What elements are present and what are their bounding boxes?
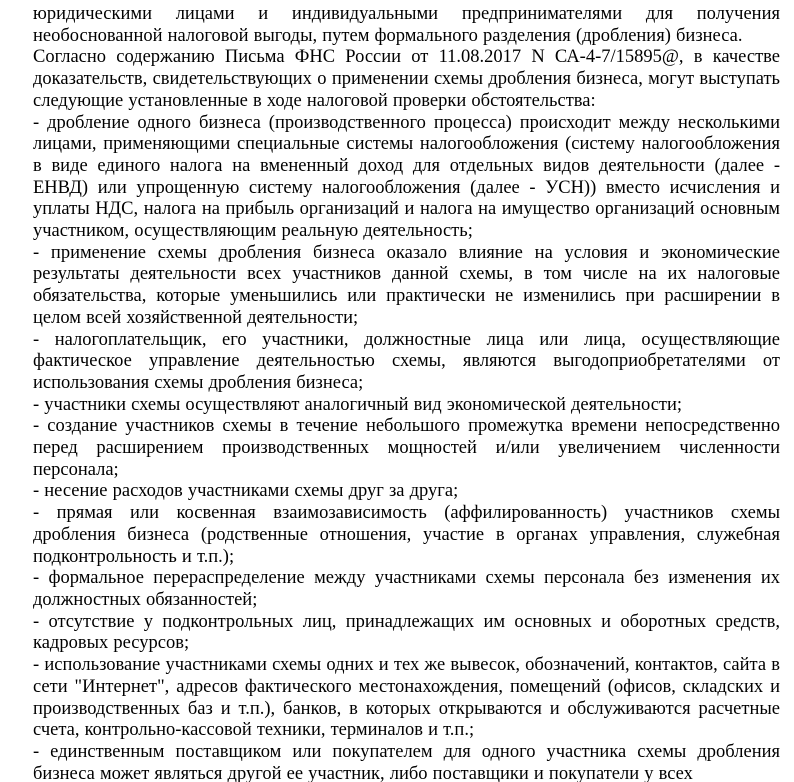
list-item-participant-creation: - создание участников схемы в течение небольшого промежутка времени непосредственно перед расширением производственных мощностей и/или увеличением численности персонала; [33, 416, 780, 480]
paragraph-continuation: юридическими лицами и индивидуальными предпринимателями для получения необоснованной налоговой выгоды, путем формального разделения (дробления) бизнеса. [33, 4, 780, 46]
list-item-beneficiaries: - налогоплательщик, его участники, должностные лица или лица, осуществляющие фактическое управление деятельностью схемы, являются выгодоприобретателями от использования схемы дробления бизнеса; [33, 329, 780, 393]
list-item-no-assets: - отсутствие у подконтрольных лиц, принадлежащих им основных и оборотных средств, кадровых ресурсов; [33, 611, 780, 654]
list-item-shared-signage: - использование участниками схемы одних и тех же вывесок, обозначений, контактов, сайта в сети "Интернет", адресов фактического местонахождения, помещений (офисов, складских и производственных баз и т.п.), банков, в которых открываются и обслуживаются расчетные счета, контрольно-кассовой техники, терминалов и т.п.; [33, 655, 780, 741]
document-body-text [33, 4, 780, 782]
list-item-shared-expenses: - несение расходов участниками схемы друг за друга; [33, 481, 459, 502]
list-item-affiliation: - прямая или косвенная взаимозависимость (аффилированность) участников схемы дробления бизнеса (родственные отношения, участие в органах управления, служебная подконтрольность и т.п.); [33, 503, 780, 567]
list-item-staff-redistribution: - формальное перераспределение между участниками схемы персонала без изменения их должностных обязанностей; [33, 568, 780, 610]
paragraph-intro: Согласно содержанию Письма ФНС России от 11.08.2017 N СА-4-7/15895@, в качестве доказательств, свидетельствующих о применении схемы дробления бизнеса, могут выступать следующие установленные в ходе налоговой проверки обстоятельства: [33, 47, 780, 111]
list-item-scheme-influence: - применение схемы дробления бизнеса оказало влияние на условия и экономические результаты деятельности всех участников данной схемы, в том числе на их налоговые обязательства, которые уменьшились или практически не изменились при расширении в целом всей хозяйственной деятельности; [33, 242, 780, 328]
list-item-business-splitting: - дробление одного бизнеса (производственного процесса) происходит между несколькими лицами, применяющими специальные системы налогообложения (систему налогообложения в виде единого налога на вмененный доход для отдельных видов деятельности (далее - ЕНВД) или упрощенную систему налогообложения (далее - УСН)) вместо исчисления и уплаты НДС, налога на прибыль организаций и налога на имущество организаций основным участником, осуществляющим реальную деятельность; [33, 112, 780, 242]
list-item-sole-supplier: - единственным поставщиком или покупателем для одного участника схемы дробления бизнеса может являться другой ее участник, либо поставщики и покупатели у всех [33, 741, 780, 782]
list-item-same-activity: - участники схемы осуществляют аналогичный вид экономической деятельности; [33, 394, 683, 415]
